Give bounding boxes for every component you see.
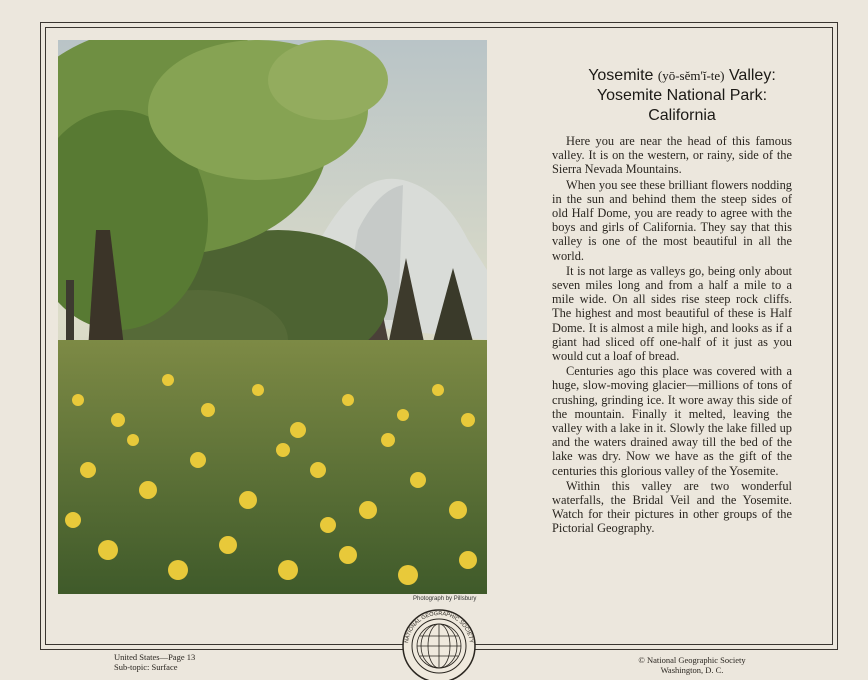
paragraph: Within this valley are two wonderful waterfalls, the Bridal Veil and the Yosemite. Watch for their pictures in other groups of the Pictorial Geography. [552,478,792,536]
copyright-line: © National Geographic Society [638,655,746,665]
copyright [622,655,762,675]
title-end: Valley: [728,67,776,84]
paragraph: It is not large as valleys go, being only about seven miles long and from a half a mile to a mile wide. On all sides rise steep rock cliffs. The highest and most beautiful of these is Half Dome. It is almost a mile high, and looks as if a giant had sliced off one-half of it just as you would cut a loaf of bread. [552,263,792,364]
title-line-3: California [648,107,716,124]
title-line-1 [548,66,816,86]
paragraph: When you see these brilliant flowers nodding in the sun and behind them the steep sides of old Half Dome, you are ready to agree with the boys and girls of California. They say that this valley is one of the most beautiful in all the world. [552,177,792,263]
page-reference [114,652,195,672]
photo-credit: Photograph by Pillsbury [413,596,477,602]
paragraph: Centuries ago this place was covered with a huge, slow-moving glacier—millions of tons of crushing, grinding ice. It wore away this side of the mountain. Finally it melted, leaving the valley with a lake in it. Slowly the lake filled up and the waters drained away till the bed of the lake was dry. Now we have as the gift of the centuries this glorious valley of the Yosemite. [552,364,792,478]
society-seal [398,606,480,680]
page-number-label: United States—Page 13 [114,652,196,662]
copyright-location: Washington, D. C. [660,665,724,675]
yosemite-photo [58,40,487,594]
article-body [552,134,792,537]
title-main: Yosemite [588,67,654,84]
paragraph: Here you are near the head of this famous valley. It is on the western, or rainy, side of the Sierra Nevada Mountains. [552,134,792,177]
title-line-2: Yosemite National Park: [596,87,768,104]
globe-icon [417,624,461,668]
title-pronunciation: (yō-sĕm'ĭ-te) [657,68,725,83]
subtopic-label: Sub-topic: Surface [114,662,178,672]
seal-ring-text: NATIONAL GEOGRAPHIC SOCIETY [404,610,474,644]
page-title [548,66,816,126]
